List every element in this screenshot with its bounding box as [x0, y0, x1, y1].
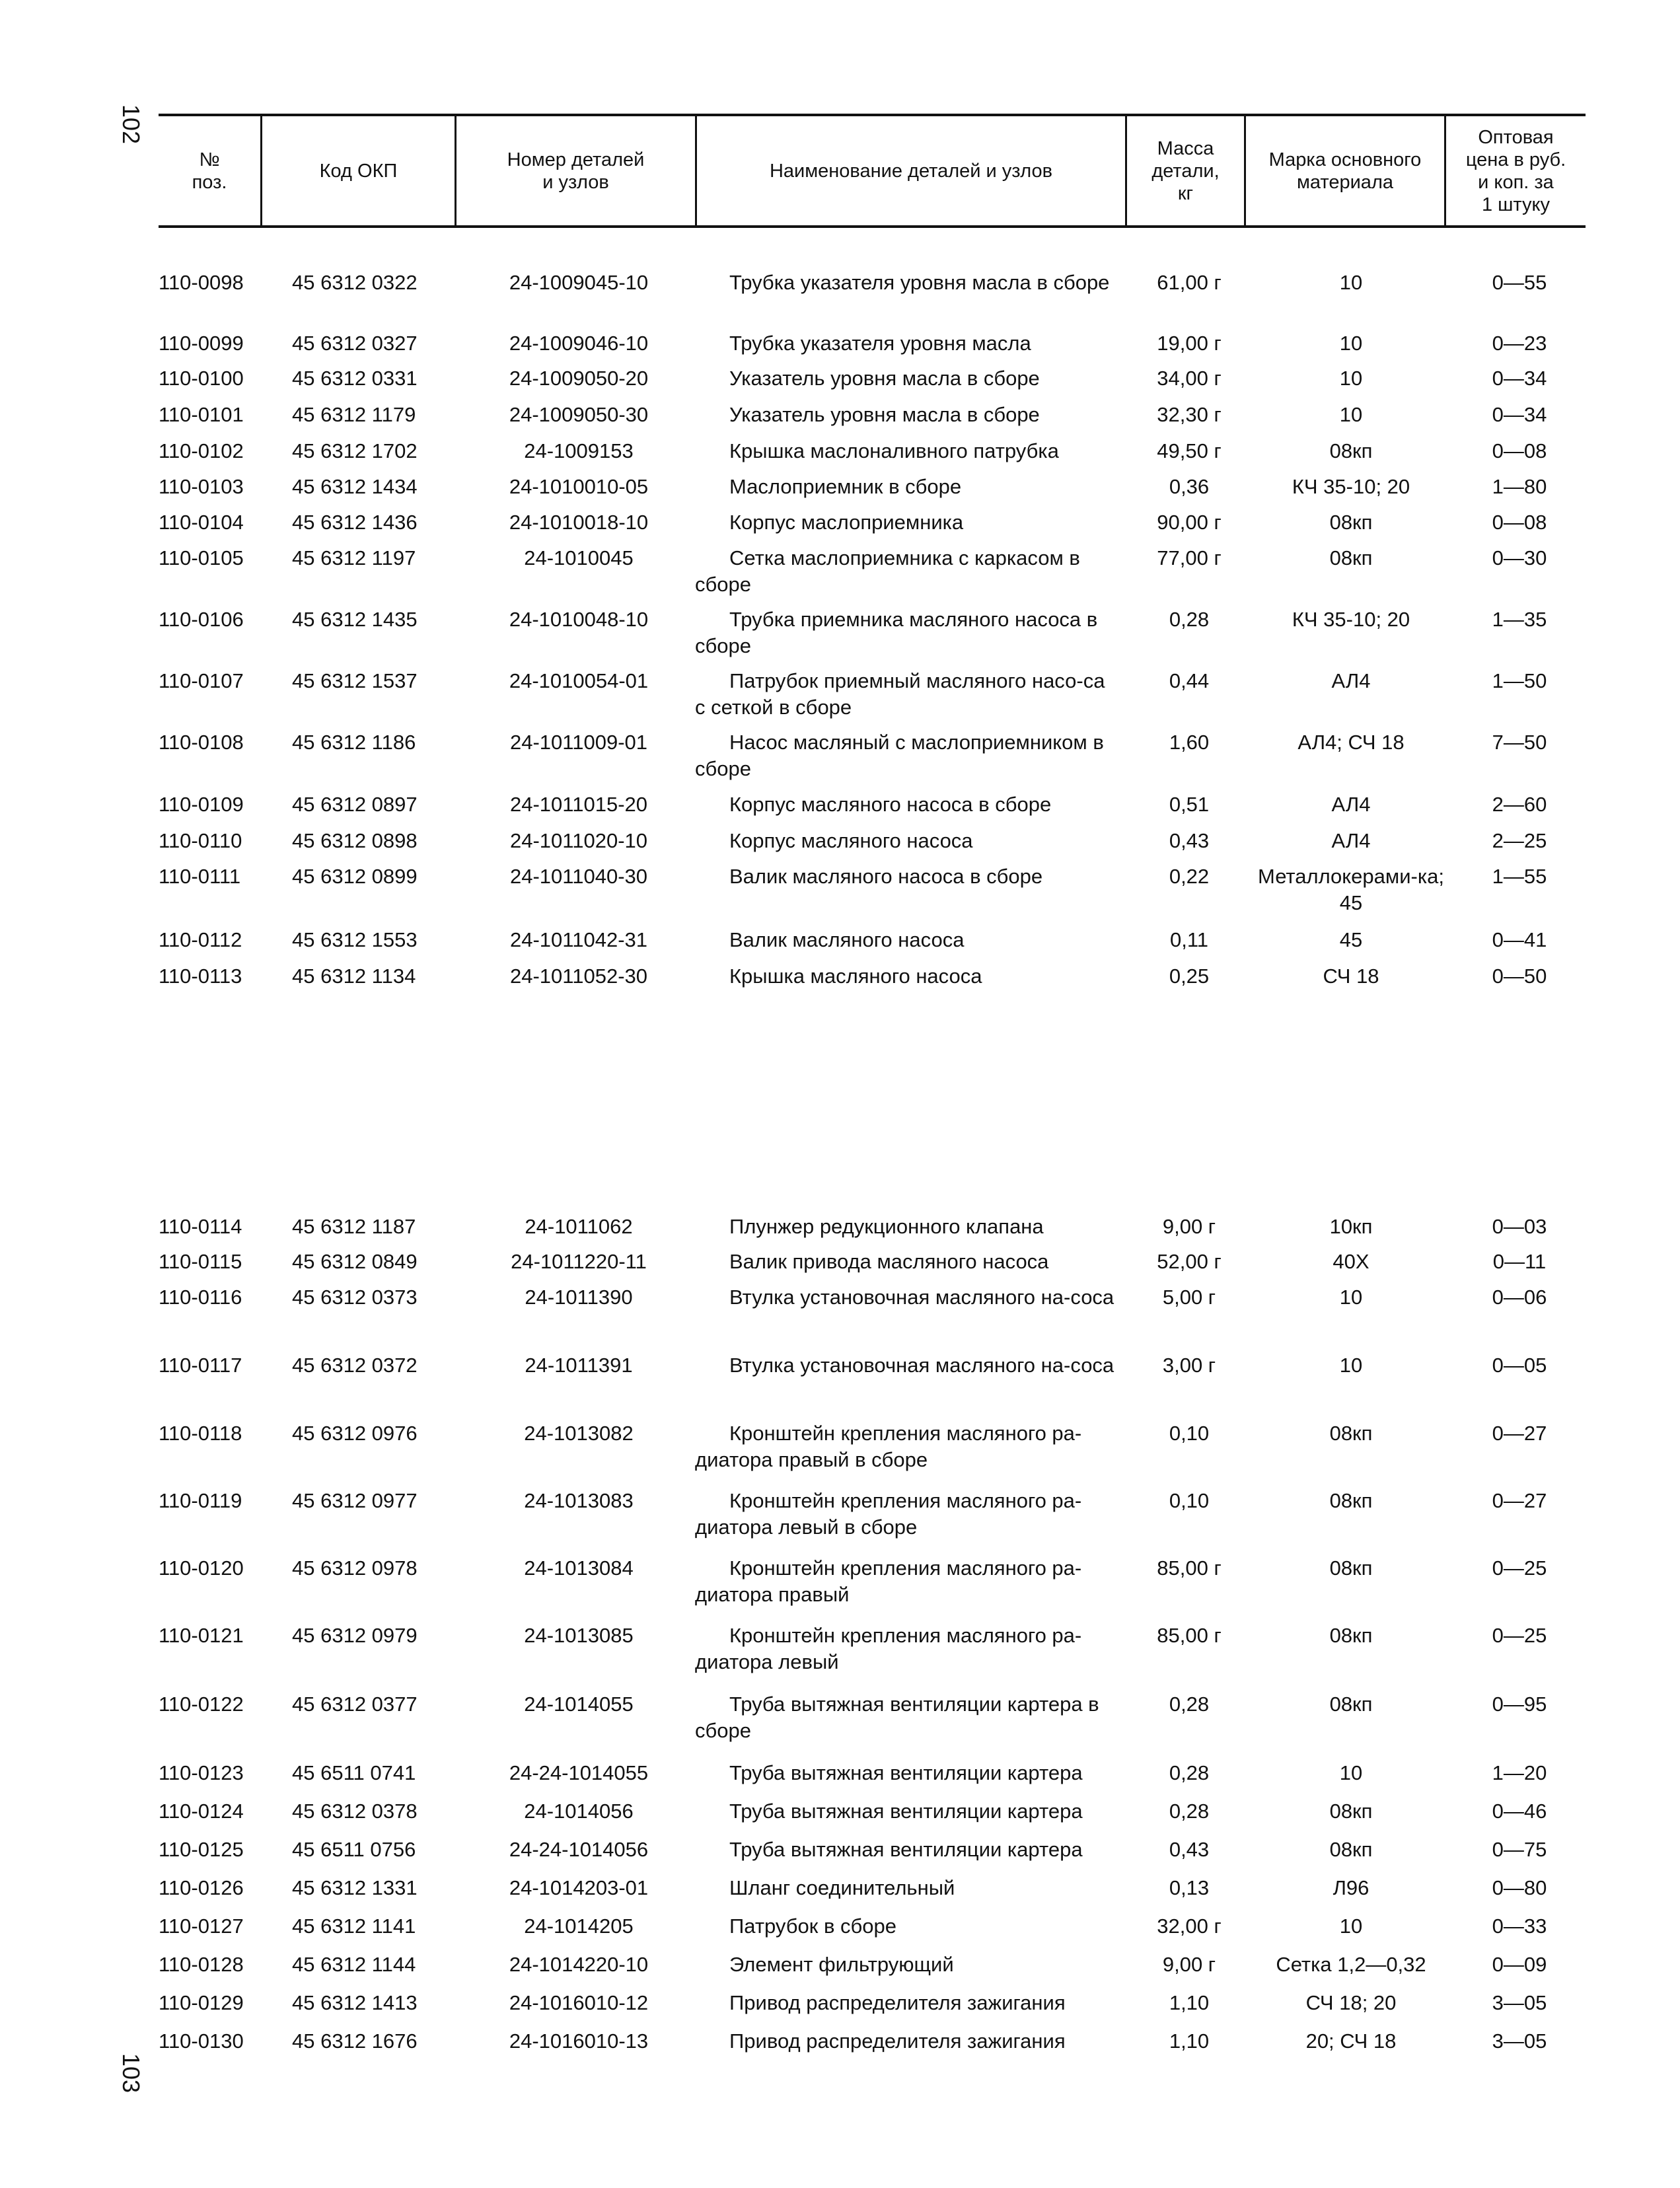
cell-name: Патрубок приемный масляного насо-са с сеткой в сборе — [695, 669, 1105, 719]
cell-mat: 08кп — [1329, 1800, 1373, 1823]
cell-price: 0—50 — [1492, 965, 1547, 988]
cell-part: 24-1016010-12 — [509, 1991, 649, 2014]
cell-okp: 45 6312 0978 — [292, 1556, 418, 1580]
cell-mat: АЛ4 — [1331, 669, 1371, 692]
cell-mass: 90,00 г — [1157, 511, 1222, 534]
cell-mass: 9,00 г — [1162, 1953, 1216, 1976]
cell-mass: 61,00 г — [1157, 271, 1222, 294]
cell-pos: 110-0110 — [159, 829, 242, 852]
cell-part: 24-1014055 — [524, 1693, 634, 1716]
cell-mass: 0,28 — [1169, 1693, 1210, 1716]
cell-pos: 110-0114 — [159, 1215, 242, 1238]
cell-name: Труба вытяжная вентиляции картера в сборе — [695, 1693, 1099, 1742]
cell-mass: 0,10 — [1169, 1489, 1210, 1512]
cell-part: 24-1014220-10 — [509, 1953, 649, 1976]
cell-okp: 45 6312 1331 — [292, 1876, 418, 1899]
cell-price: 0—55 — [1492, 271, 1547, 294]
cell-name: Кронштейн крепления масляного ра-диатора правый в сборе — [695, 1422, 1082, 1471]
cell-part: 24-1010018-10 — [509, 511, 649, 534]
cell-pos: 110-0101 — [159, 403, 244, 426]
cell-pos: 110-0118 — [159, 1422, 242, 1445]
cell-pos: 110-0111 — [159, 865, 241, 888]
cell-pos: 110-0105 — [159, 546, 244, 569]
cell-okp: 45 6312 0977 — [292, 1489, 418, 1512]
cell-part: 24-1010045 — [524, 546, 634, 569]
cell-pos: 110-0126 — [159, 1876, 244, 1899]
cell-price: 0—05 — [1492, 1354, 1547, 1377]
cell-pos: 110-0115 — [159, 1250, 242, 1273]
cell-name: Элемент фильтрующий — [729, 1953, 954, 1976]
cell-name: Валик масляного насоса в сборе — [729, 865, 1043, 888]
cell-name: Труба вытяжная вентиляции картера — [729, 1761, 1083, 1784]
cell-pos: 110-0127 — [159, 1915, 244, 1938]
cell-price: 0—95 — [1492, 1693, 1547, 1716]
cell-price: 0—11 — [1492, 1250, 1547, 1273]
cell-price: 0—75 — [1492, 1838, 1547, 1861]
cell-name: Валик масляного насоса — [729, 928, 965, 951]
cell-okp: 45 6312 1197 — [292, 546, 416, 569]
cell-price: 1—80 — [1492, 475, 1547, 498]
cell-name: Кронштейн крепления масляного ра-диатора правый — [695, 1556, 1082, 1606]
cell-okp: 45 6312 1676 — [292, 2029, 418, 2053]
cell-mass: 49,50 г — [1157, 439, 1222, 462]
cell-part: 24-1009050-20 — [509, 367, 649, 390]
cell-pos: 110-0121 — [159, 1624, 244, 1647]
cell-okp: 45 6312 0378 — [292, 1800, 418, 1823]
cell-mat: 40Х — [1333, 1250, 1370, 1273]
cell-part: 24-1011062 — [525, 1215, 633, 1238]
cell-mass: 0,51 — [1169, 793, 1210, 816]
cell-mat: 45 — [1339, 928, 1363, 951]
cell-price: 0—41 — [1492, 928, 1547, 951]
cell-price: 0—25 — [1492, 1556, 1547, 1580]
cell-part: 24-1009050-30 — [509, 403, 649, 426]
cell-pos: 110-0100 — [159, 367, 244, 390]
cell-pos: 110-0106 — [159, 608, 244, 631]
cell-mass: 0,28 — [1169, 1761, 1210, 1784]
cell-okp: 45 6312 0322 — [292, 271, 418, 294]
cell-mass: 0,43 — [1169, 1838, 1210, 1861]
cell-part: 24-1013085 — [524, 1624, 634, 1647]
cell-mat: КЧ 35-10; 20 — [1292, 475, 1410, 498]
cell-name: Указатель уровня масла в сборе — [729, 367, 1040, 390]
cell-name: Валик привода масляного насоса — [729, 1250, 1049, 1273]
cell-name: Крышка маслоналивного патрубка — [729, 439, 1059, 462]
header-part-name: Наименование деталей и узлов — [769, 160, 1053, 182]
cell-okp: 45 6312 1702 — [292, 439, 418, 462]
cell-okp: 45 6312 1435 — [292, 608, 418, 631]
cell-name: Привод распределителя зажигания — [729, 1991, 1066, 2014]
cell-mat: 08кп — [1329, 1422, 1373, 1445]
cell-mat: 10 — [1339, 332, 1363, 355]
cell-name: Патрубок в сборе — [729, 1915, 897, 1938]
cell-okp: 45 6312 0372 — [292, 1354, 418, 1377]
cell-price: 0—34 — [1492, 403, 1547, 426]
cell-part: 24-1009046-10 — [509, 332, 649, 355]
cell-part: 24-1010054-01 — [509, 669, 649, 692]
cell-okp: 45 6312 1553 — [292, 928, 418, 951]
cell-name: Шланг соединительный — [729, 1876, 955, 1899]
cell-price: 0—06 — [1492, 1286, 1547, 1309]
cell-price: 7—50 — [1492, 731, 1547, 754]
cell-name: Маслоприемник в сборе — [729, 475, 962, 498]
cell-pos: 110-0122 — [159, 1693, 244, 1716]
cell-pos: 110-0130 — [159, 2029, 244, 2053]
cell-name: Привод распределителя зажигания — [729, 2029, 1066, 2053]
cell-part: 24-1016010-13 — [509, 2029, 649, 2053]
cell-okp: 45 6312 0331 — [292, 367, 418, 390]
cell-pos: 110-0108 — [159, 731, 244, 754]
cell-mass: 1,60 — [1169, 731, 1210, 754]
header-part-number: Номер деталей и узлов — [507, 149, 645, 193]
cell-okp: 45 6312 1434 — [292, 475, 418, 498]
cell-okp: 45 6312 1537 — [292, 669, 418, 692]
cell-pos: 110-0104 — [159, 511, 244, 534]
cell-mass: 19,00 г — [1157, 332, 1222, 355]
header-material: Марка основного материала — [1268, 149, 1422, 193]
cell-okp: 45 6312 0373 — [292, 1286, 418, 1309]
cell-mat: 10 — [1339, 1354, 1363, 1377]
page-number-top: 102 — [118, 104, 145, 145]
cell-part: 24-1011390 — [525, 1286, 633, 1309]
cell-name: Сетка маслоприемника с каркасом в сборе — [695, 546, 1080, 596]
header-mass: Масса детали, кг — [1151, 137, 1220, 204]
cell-part: 24-1011391 — [525, 1354, 633, 1377]
cell-mass: 0,43 — [1169, 829, 1210, 852]
cell-mat: 10 — [1339, 1761, 1363, 1784]
cell-mass: 0,28 — [1169, 1800, 1210, 1823]
cell-mass: 0,10 — [1169, 1422, 1210, 1445]
cell-name: Корпус масляного насоса — [729, 829, 973, 852]
cell-mass: 0,44 — [1169, 669, 1210, 692]
cell-pos: 110-0103 — [159, 475, 244, 498]
cell-price: 0—27 — [1492, 1422, 1547, 1445]
header-okp-code: Код ОКП — [319, 160, 398, 182]
cell-mass: 32,30 г — [1157, 403, 1222, 426]
cell-mat: 20; СЧ 18 — [1305, 2029, 1397, 2053]
cell-part: 24-24-1014055 — [509, 1761, 649, 1784]
cell-name: Корпус масляного насоса в сборе — [729, 793, 1052, 816]
cell-name: Трубка приемника масляного насоса в сборе — [695, 608, 1098, 657]
cell-part: 24-1011040-30 — [510, 865, 647, 888]
cell-pos: 110-0120 — [159, 1556, 244, 1580]
cell-price: 1—50 — [1492, 669, 1547, 692]
cell-part: 24-1011020-10 — [510, 829, 647, 852]
cell-mat: АЛ4 — [1331, 793, 1371, 816]
cell-price: 1—35 — [1492, 608, 1547, 631]
cell-mass: 77,00 г — [1157, 546, 1222, 569]
cell-mass: 0,25 — [1169, 965, 1210, 988]
cell-price: 2—60 — [1492, 793, 1547, 816]
cell-mass: 0,36 — [1169, 475, 1210, 498]
cell-name: Насос масляный с маслоприемником в сборе — [695, 731, 1104, 780]
cell-mat: 08кп — [1329, 1693, 1373, 1716]
cell-okp: 45 6511 0756 — [292, 1838, 416, 1861]
cell-part: 24-1010048-10 — [509, 608, 649, 631]
cell-mass: 1,10 — [1169, 1991, 1210, 2014]
cell-price: 0—08 — [1492, 439, 1547, 462]
cell-pos: 110-0098 — [159, 271, 244, 294]
cell-okp: 45 6312 0899 — [292, 865, 418, 888]
cell-mat: 10 — [1339, 1915, 1363, 1938]
cell-price: 1—20 — [1492, 1761, 1547, 1784]
cell-pos: 110-0124 — [159, 1800, 244, 1823]
cell-part: 24-1011042-31 — [510, 928, 647, 951]
cell-price: 0—09 — [1492, 1953, 1547, 1976]
cell-pos: 110-0123 — [159, 1761, 244, 1784]
cell-part: 24-1013084 — [524, 1556, 634, 1580]
cell-pos: 110-0112 — [159, 928, 242, 951]
cell-name: Труба вытяжная вентиляции картера — [729, 1800, 1083, 1823]
cell-mass: 0,28 — [1169, 608, 1210, 631]
cell-price: 0—80 — [1492, 1876, 1547, 1899]
cell-part: 24-1011015-20 — [510, 793, 647, 816]
cell-mat: Металлокерами-ка; 45 — [1258, 865, 1444, 914]
cell-mat: СЧ 18 — [1323, 965, 1379, 988]
cell-mat: 08кп — [1329, 546, 1373, 569]
cell-part: 24-1011220-11 — [511, 1250, 647, 1273]
cell-mat: 10кп — [1329, 1215, 1373, 1238]
cell-mat: АЛ4; СЧ 18 — [1297, 731, 1405, 754]
cell-mass: 0,11 — [1169, 928, 1209, 951]
cell-part: 24-1014205 — [524, 1915, 634, 1938]
cell-name: Корпус маслоприемника — [729, 511, 964, 534]
cell-mat: 10 — [1339, 367, 1363, 390]
cell-price: 0—23 — [1492, 332, 1547, 355]
cell-price: 0—30 — [1492, 546, 1547, 569]
cell-mat: 10 — [1339, 403, 1363, 426]
cell-okp: 45 6312 0976 — [292, 1422, 418, 1445]
cell-part: 24-1009045-10 — [509, 271, 649, 294]
cell-mass: 1,10 — [1169, 2029, 1210, 2053]
cell-pos: 110-0128 — [159, 1953, 244, 1976]
cell-pos: 110-0119 — [159, 1489, 242, 1512]
cell-price: 0—33 — [1492, 1915, 1547, 1938]
cell-mass: 5,00 г — [1162, 1286, 1216, 1309]
cell-name: Кронштейн крепления масляного ра-диатора левый — [695, 1624, 1082, 1673]
cell-okp: 45 6312 0898 — [292, 829, 418, 852]
cell-mat: 08кп — [1329, 1624, 1373, 1647]
cell-price: 1—55 — [1492, 865, 1547, 888]
cell-mass: 0,22 — [1169, 865, 1210, 888]
cell-price: 0—27 — [1492, 1489, 1547, 1512]
cell-mat: Л96 — [1333, 1876, 1370, 1899]
cell-name: Указатель уровня масла в сборе — [729, 403, 1040, 426]
cell-name: Плунжер редукционного клапана — [729, 1215, 1044, 1238]
header-bottom-rule — [159, 225, 1586, 228]
cell-okp: 45 6312 0849 — [292, 1250, 418, 1273]
cell-mass: 52,00 г — [1157, 1250, 1222, 1273]
cell-part: 24-24-1014056 — [509, 1838, 649, 1861]
cell-okp: 45 6312 1179 — [292, 403, 416, 426]
cell-pos: 110-0129 — [159, 1991, 244, 2014]
cell-mat: 08кп — [1329, 511, 1373, 534]
cell-mat: КЧ 35-10; 20 — [1292, 608, 1410, 631]
cell-pos: 110-0107 — [159, 669, 244, 692]
cell-name: Втулка установочная масляного на-соса — [729, 1354, 1114, 1377]
cell-mass: 9,00 г — [1162, 1215, 1216, 1238]
cell-mass: 32,00 г — [1157, 1915, 1222, 1938]
cell-part: 24-1014203-01 — [509, 1876, 649, 1899]
cell-price: 3—05 — [1492, 2029, 1547, 2053]
cell-price: 0—03 — [1492, 1215, 1547, 1238]
cell-pos: 110-0109 — [159, 793, 244, 816]
cell-okp: 45 6511 0741 — [292, 1761, 416, 1784]
cell-mass: 85,00 г — [1157, 1556, 1222, 1580]
cell-mass: 3,00 г — [1162, 1354, 1216, 1377]
cell-okp: 45 6312 1144 — [292, 1953, 416, 1976]
cell-pos: 110-0099 — [159, 332, 244, 355]
cell-name: Трубка указателя уровня масла — [729, 332, 1031, 355]
cell-okp: 45 6312 1134 — [292, 965, 416, 988]
cell-part: 24-1013083 — [524, 1489, 634, 1512]
cell-name: Крышка масляного насоса — [729, 965, 982, 988]
header-price: Оптовая цена в руб. и коп. за 1 штуку — [1465, 126, 1566, 215]
cell-part: 24-1011052-30 — [510, 965, 647, 988]
cell-price: 0—08 — [1492, 511, 1547, 534]
cell-pos: 110-0116 — [159, 1286, 242, 1309]
cell-okp: 45 6312 1186 — [292, 731, 416, 754]
cell-pos: 110-0113 — [159, 965, 242, 988]
page-number-bottom: 103 — [118, 2053, 145, 2094]
cell-name: Труба вытяжная вентиляции картера — [729, 1838, 1083, 1861]
cell-price: 0—46 — [1492, 1800, 1547, 1823]
cell-mass: 85,00 г — [1157, 1624, 1222, 1647]
cell-okp: 45 6312 1413 — [292, 1991, 418, 2014]
cell-price: 0—25 — [1492, 1624, 1547, 1647]
cell-price: 3—05 — [1492, 1991, 1547, 2014]
cell-part: 24-1014056 — [524, 1800, 634, 1823]
cell-mass: 34,00 г — [1157, 367, 1222, 390]
cell-mat: 08кп — [1329, 1838, 1373, 1861]
cell-mass: 0,13 — [1169, 1876, 1210, 1899]
cell-part: 24-1010010-05 — [509, 475, 649, 498]
cell-okp: 45 6312 0327 — [292, 332, 418, 355]
cell-part: 24-1011009-01 — [510, 731, 647, 754]
cell-okp: 45 6312 0979 — [292, 1624, 418, 1647]
cell-mat: 08кп — [1329, 439, 1373, 462]
cell-name: Трубка указателя уровня масла в сборе — [729, 271, 1110, 294]
cell-pos: 110-0117 — [159, 1354, 242, 1377]
cell-name: Кронштейн крепления масляного ра-диатора левый в сборе — [695, 1489, 1082, 1539]
cell-mat: АЛ4 — [1331, 829, 1371, 852]
cell-name: Втулка установочная масляного на-соса — [729, 1286, 1114, 1309]
cell-price: 0—34 — [1492, 367, 1547, 390]
cell-pos: 110-0102 — [159, 439, 244, 462]
cell-mat: СЧ 18; 20 — [1305, 1991, 1397, 2014]
cell-mat: Сетка 1,2—0,32 — [1276, 1953, 1426, 1976]
cell-price: 2—25 — [1492, 829, 1547, 852]
cell-pos: 110-0125 — [159, 1838, 244, 1861]
cell-okp: 45 6312 1187 — [292, 1215, 416, 1238]
cell-mat: 08кп — [1329, 1556, 1373, 1580]
cell-mat: 10 — [1339, 1286, 1363, 1309]
cell-part: 24-1009153 — [524, 439, 634, 462]
cell-mat: 10 — [1339, 271, 1363, 294]
cell-okp: 45 6312 0897 — [292, 793, 418, 816]
header-position: № поз. — [192, 149, 227, 193]
cell-okp: 45 6312 1436 — [292, 511, 418, 534]
cell-okp: 45 6312 1141 — [292, 1915, 416, 1938]
cell-okp: 45 6312 0377 — [292, 1693, 418, 1716]
cell-mat: 08кп — [1329, 1489, 1373, 1512]
cell-part: 24-1013082 — [524, 1422, 634, 1445]
